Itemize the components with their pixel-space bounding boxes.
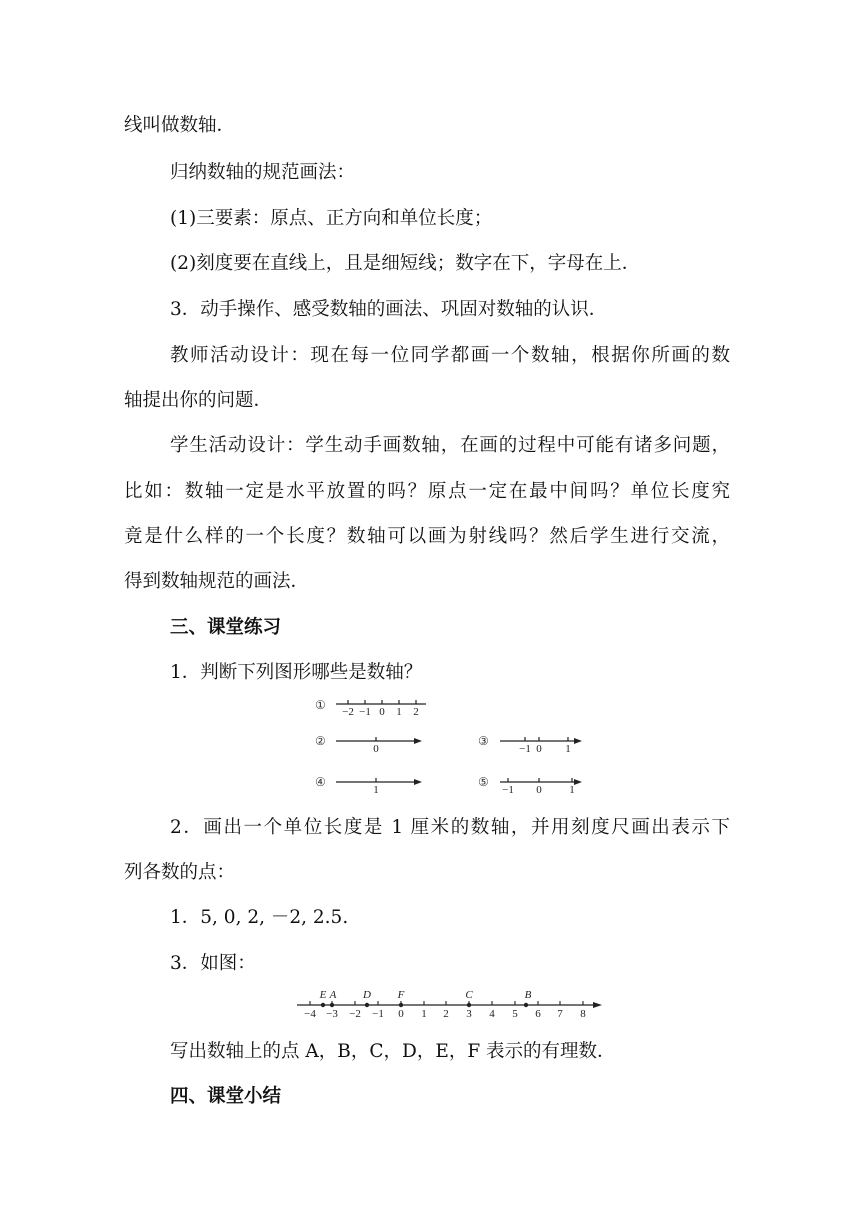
section-heading: 四、课堂小结 [170, 1086, 282, 1107]
point-a [330, 1003, 334, 1007]
tick-label: 1 [569, 784, 575, 796]
tick-label: 1 [396, 706, 402, 718]
point-label-a: A [329, 989, 337, 1001]
tick-label: 1 [373, 784, 379, 796]
number-list: 1．5, 0, 2, －2, 2.5. [170, 907, 349, 928]
tick-label: 2 [443, 1008, 449, 1020]
marker-1: ① [315, 698, 326, 712]
question: 3．如图： [170, 953, 256, 974]
tick-label: −3 [326, 1008, 338, 1020]
marker-3: ③ [478, 734, 489, 748]
tick-label: −1 [359, 706, 371, 718]
tick-label: 0 [373, 743, 379, 755]
point-f [399, 1003, 403, 1007]
point-label-f: F [397, 989, 405, 1001]
tick-label: 5 [512, 1008, 518, 1020]
point-b [524, 1003, 528, 1007]
number-line-figure [300, 690, 600, 800]
tick-label: 2 [413, 706, 419, 718]
text-line: (2)刻度要在直线上，且是细短线；数字在下，字母在上． [170, 253, 641, 274]
tick-label: −1 [502, 784, 514, 796]
marker-5: ⑤ [478, 775, 489, 789]
text-line: 3．动手操作、感受数轴的画法、巩固对数轴的认识． [170, 299, 608, 320]
tick-label: −2 [349, 1008, 361, 1020]
question: 2．画出一个单位长度是 1 厘米的数轴，并用刻度尺画出表示下 [170, 817, 730, 838]
question: 写出数轴上的点 A，B，C，D，E，F 表示的有理数． [170, 1041, 616, 1062]
text-line: 教师活动设计：现在每一位同学都画一个数轴，根据你所画的数 [170, 345, 730, 366]
tick-label: −2 [342, 706, 354, 718]
tick-label: 1 [565, 743, 571, 755]
tick-label: 6 [535, 1008, 541, 1020]
question: 列各数的点： [124, 862, 236, 883]
text-line: 得到数轴规范的画法． [124, 571, 310, 592]
tick-label: −4 [304, 1008, 316, 1020]
text-line: 线叫做数轴． [124, 115, 236, 136]
number-line-points [290, 985, 610, 1021]
point-label-b: B [524, 989, 532, 1001]
tick-label: 0 [536, 784, 542, 796]
tick-label: 3 [466, 1008, 472, 1020]
tick-label: 0 [379, 706, 385, 718]
point-label-e: E [319, 989, 327, 1001]
marker-4: ④ [315, 775, 326, 789]
tick-label: −1 [519, 743, 531, 755]
point-e [321, 1003, 325, 1007]
text-line: 学生活动设计：学生动手画数轴，在画的过程中可能有诸多问题， [170, 435, 730, 456]
marker-2: ② [315, 734, 326, 748]
point-d [365, 1003, 369, 1007]
text-line: 比如：数轴一定是水平放置的吗？原点一定在最中间吗？单位长度究 [124, 481, 730, 502]
tick-label: 8 [580, 1008, 586, 1020]
tick-label: −1 [372, 1008, 384, 1020]
question: 1．判断下列图形哪些是数轴？ [170, 662, 423, 683]
text-line: 轴提出你的问题． [124, 390, 273, 411]
point-label-c: C [465, 989, 473, 1001]
section-heading: 三、课堂练习 [170, 617, 282, 638]
text-line: 竟是什么样的一个长度？数轴可以画为射线吗？然后学生进行交流， [124, 526, 730, 547]
tick-label: 4 [489, 1008, 495, 1020]
tick-label: 7 [557, 1008, 563, 1020]
point-c [467, 1003, 471, 1007]
tick-label: 0 [536, 743, 542, 755]
text-line: 归纳数轴的规范画法： [170, 162, 356, 183]
tick-label: 1 [421, 1008, 427, 1020]
text-line: (1)三要素：原点、正方向和单位长度； [170, 208, 493, 229]
tick-label: 0 [398, 1008, 404, 1020]
point-label-d: D [363, 989, 371, 1001]
